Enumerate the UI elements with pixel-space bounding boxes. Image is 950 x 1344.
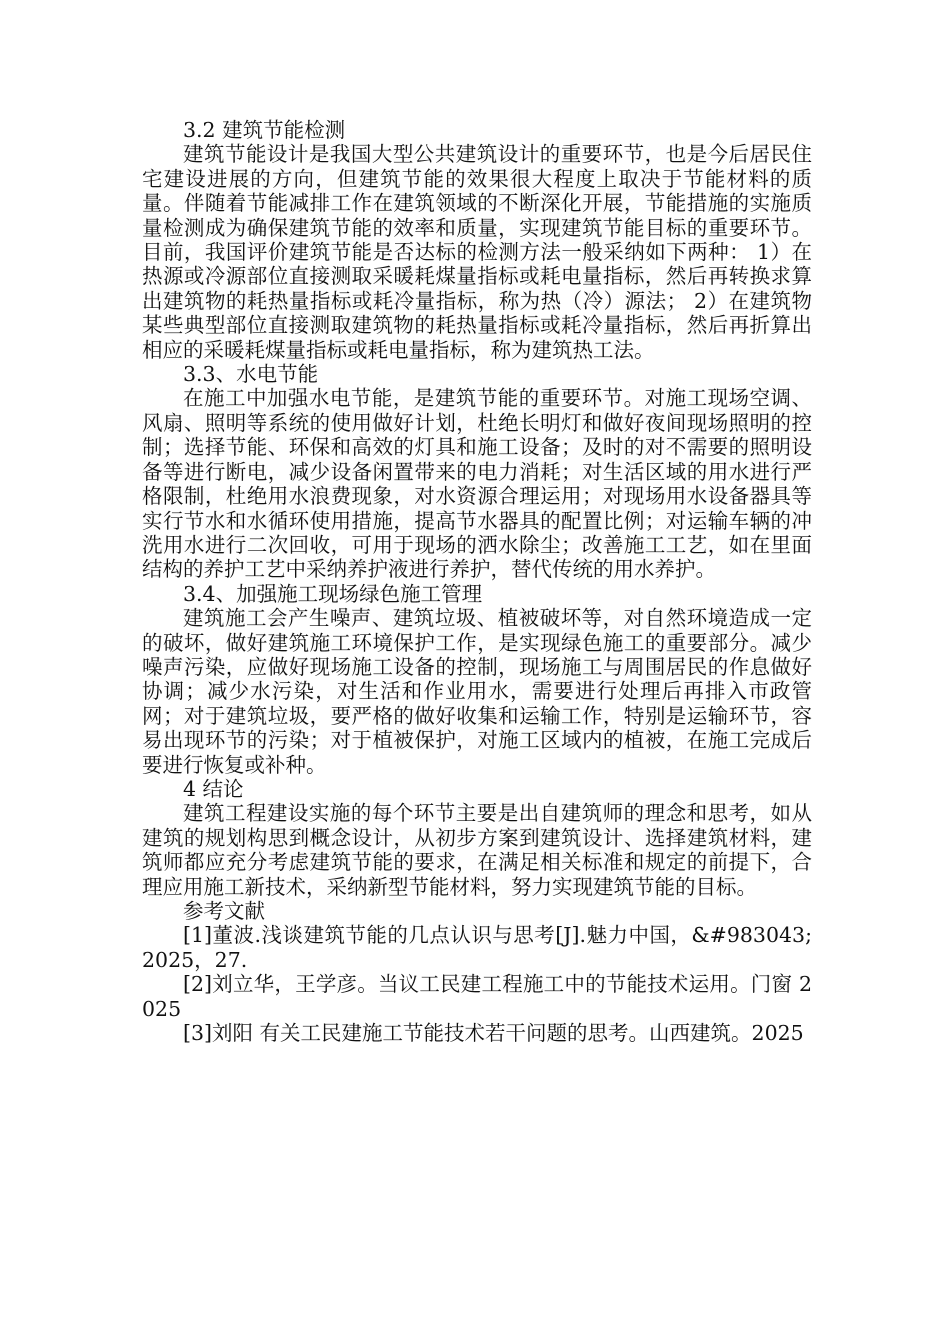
references-heading: 参考文献 bbox=[183, 899, 265, 923]
section-heading-3-2: 3.2 建筑节能检测 bbox=[183, 118, 346, 142]
reference-item: [3]刘阳 有关工民建施工节能技术若干问题的思考。山西建筑。2025 bbox=[183, 1021, 804, 1046]
reference-item: [2]刘立华，王学彦。当议工民建工程施工中的节能技术运用。门窗 2025 bbox=[142, 972, 812, 1021]
section-body-3-3: 在施工中加强水电节能，是建筑节能的重要环节。对施工现场空调、风扇、照明等系统的使用做好计划，杜绝长明灯和做好夜间现场照明的控制；选择节能、环保和高效的灯具和施工设备；及时的对不需要的照明设备等进行断电，减少设备闲置带来的电力消耗；对生活区域的用水进行严格限制，杜绝用水浪费现象，对水资源合理运用；对现场用水设备器具等实行节水和水循环使用措施，提高节水器具的配置比例；对运输车辆的冲洗用水进行二次回收，可用于现场的洒水除尘；改善施工工艺，如在里面结构的养护工艺中采纳养护液进行养护，替代传统的用水养护。 bbox=[142, 386, 812, 582]
section-body-4: 建筑工程建设实施的每个环节主要是出自建筑师的理念和思考，如从建筑的规划构思到概念设计，从初步方案到建筑设计、选择建筑材料，建筑师都应充分考虑建筑节能的要求，在满足相关标准和规定的前提下，合理应用施工新技术，采纳新型节能材料，努力实现建筑节能的目标。 bbox=[142, 801, 812, 899]
section-body-3-2: 建筑节能设计是我国大型公共建筑设计的重要环节，也是今后居民住宅建设进展的方向，但建筑节能的效果很大程度上取决于节能材料的质量。伴随着节能减排工作在建筑领域的不断深化开展，节能措施的实施质量检测成为确保建筑节能的效率和质量，实现建筑节能目标的重要环节。目前，我国评价建筑节能是否达标的检测方法一般采纳如下两种： 1）在热源或冷源部位直接测取采暖耗煤量指标或耗电量指标，然后再转换求算出建筑物的耗热量指标或耗冷量指标，称为热（冷）源法； 2）在建筑物某些典型部位直接测取建筑物的耗热量指标或耗冷量指标，然后再折算出相应的采暖耗煤量指标或耗电量指标，称为建筑热工法。 bbox=[142, 142, 812, 362]
section-heading-3-3: 3.3、水电节能 bbox=[183, 362, 319, 387]
section-heading-3-4: 3.4、加强施工现场绿色施工管理 bbox=[183, 581, 483, 606]
document-page bbox=[142, 118, 812, 1045]
section-heading-4: 4 结论 bbox=[183, 776, 244, 801]
reference-item: [1]董波.浅谈建筑节能的几点认识与思考[J].魅力中国，&#983043;2025，27. bbox=[142, 923, 812, 972]
section-body-3-4: 建筑施工会产生噪声、建筑垃圾、植被破坏等，对自然环境造成一定的破坏，做好建筑施工环境保护工作，是实现绿色施工的重要部分。减少噪声污染，应做好现场施工设备的控制，现场施工与周围居民的作息做好协调；减少水污染，对生活和作业用水，需要进行处理后再排入市政管网；对于建筑垃圾，要严格的做好收集和运输工作，特别是运输环节，容易出现环节的污染；对于植被保护，对施工区域内的植被，在施工完成后要进行恢复或补种。 bbox=[142, 606, 812, 777]
